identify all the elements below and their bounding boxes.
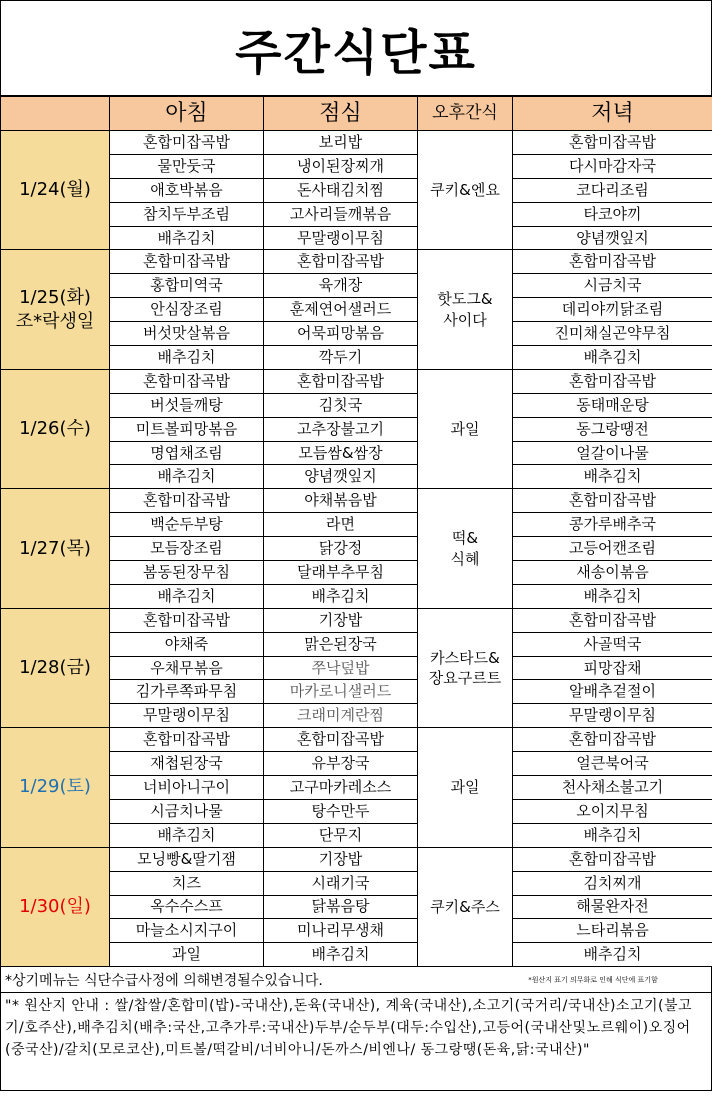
menu-body xyxy=(1,131,712,967)
breakfast-item: 백순두부탕 xyxy=(110,513,264,537)
dinner-item: 느타리볶음 xyxy=(513,919,712,943)
dinner-item: 배추김치 xyxy=(513,943,712,967)
date-label: 1/29(토) xyxy=(19,776,91,798)
dinner-item: 혼합미잡곡밥 xyxy=(513,369,712,393)
lunch-item: 고추장불고기 xyxy=(264,417,418,441)
date-label: 1/25(화) xyxy=(19,286,91,308)
lunch-item: 쭈낙덮밥 xyxy=(264,656,418,680)
snack-line: 떡& xyxy=(451,529,479,548)
lunch-item: 마카로니샐러드 xyxy=(264,680,418,704)
date-label: 1/27(목) xyxy=(19,537,91,559)
lunch-item: 유부장국 xyxy=(264,752,418,776)
header-row xyxy=(1,97,712,131)
breakfast-item: 물만둣국 xyxy=(110,154,264,178)
breakfast-item: 배추김치 xyxy=(110,465,264,489)
snack-item xyxy=(418,728,513,847)
breakfast-item: 배추김치 xyxy=(110,823,264,847)
dinner-item: 배추김치 xyxy=(513,584,712,608)
dinner-item: 혼합미잡곡밥 xyxy=(513,728,712,752)
lunch-item: 혼합미잡곡밥 xyxy=(264,250,418,274)
dinner-item: 고등어캔조림 xyxy=(513,537,712,561)
breakfast-item: 과일 xyxy=(110,943,264,967)
snack-item xyxy=(418,250,513,369)
lunch-item: 양념깻잎지 xyxy=(264,465,418,489)
menu-row xyxy=(1,608,712,632)
day-date xyxy=(1,369,110,488)
dinner-item: 김치찌개 xyxy=(513,871,712,895)
header-snack: 오후간식 xyxy=(418,97,513,131)
snack-line: 카스타드& xyxy=(430,648,500,667)
dinner-item: 타코야끼 xyxy=(513,202,712,226)
snack-item xyxy=(418,369,513,488)
dinner-item: 해물완자전 xyxy=(513,895,712,919)
lunch-item: 맑은된장국 xyxy=(264,632,418,656)
date-label: 1/28(금) xyxy=(19,657,91,679)
breakfast-item: 배추김치 xyxy=(110,226,264,250)
breakfast-item: 참치두부조림 xyxy=(110,202,264,226)
menu-row xyxy=(1,131,712,155)
menu-table xyxy=(0,96,712,967)
lunch-item: 무말랭이무침 xyxy=(264,226,418,250)
menu-row xyxy=(1,489,712,513)
lunch-item: 모듬쌈&쌈장 xyxy=(264,441,418,465)
breakfast-item: 혼합미잡곡밥 xyxy=(110,250,264,274)
snack-item xyxy=(418,847,513,966)
breakfast-item: 모듬장조림 xyxy=(110,537,264,561)
breakfast-item: 재첩된장국 xyxy=(110,752,264,776)
dinner-item: 콩가루배추국 xyxy=(513,513,712,537)
dinner-item: 혼합미잡곡밥 xyxy=(513,131,712,155)
dinner-item: 혼합미잡곡밥 xyxy=(513,489,712,513)
breakfast-item: 우채무볶음 xyxy=(110,656,264,680)
breakfast-item: 배추김치 xyxy=(110,346,264,370)
page-title: 주간식단표 xyxy=(235,24,477,81)
dinner-item: 알배추겉절이 xyxy=(513,680,712,704)
lunch-item: 육개장 xyxy=(264,274,418,298)
lunch-item: 배추김치 xyxy=(264,943,418,967)
dinner-item: 양념깻잎지 xyxy=(513,226,712,250)
lunch-item: 달래부추무침 xyxy=(264,561,418,585)
breakfast-item: 무말랭이무침 xyxy=(110,704,264,728)
lunch-item: 혼합미잡곡밥 xyxy=(264,728,418,752)
snack-line: 쿠키&주스 xyxy=(430,897,500,916)
breakfast-item: 홍합미역국 xyxy=(110,274,264,298)
lunch-item: 기장밥 xyxy=(264,608,418,632)
breakfast-item: 혼합미잡곡밥 xyxy=(110,489,264,513)
breakfast-item: 너비아니구이 xyxy=(110,776,264,800)
lunch-item: 돈사태김치찜 xyxy=(264,178,418,202)
breakfast-item: 안심장조림 xyxy=(110,298,264,322)
lunch-item: 냉이된장찌개 xyxy=(264,154,418,178)
lunch-item: 훈제연어샐러드 xyxy=(264,298,418,322)
lunch-item: 깍두기 xyxy=(264,346,418,370)
lunch-item: 시래기국 xyxy=(264,871,418,895)
snack-line: 핫도그& xyxy=(437,290,493,309)
footer-notes xyxy=(0,967,712,993)
menu-row xyxy=(1,728,712,752)
dinner-item: 혼합미잡곡밥 xyxy=(513,250,712,274)
dinner-item: 오이지무침 xyxy=(513,799,712,823)
menu-row xyxy=(1,369,712,393)
dinner-item: 배추김치 xyxy=(513,823,712,847)
breakfast-item: 애호박볶음 xyxy=(110,178,264,202)
dinner-item: 천사채소불고기 xyxy=(513,776,712,800)
dinner-item: 다시마감자국 xyxy=(513,154,712,178)
dinner-item: 코다리조림 xyxy=(513,178,712,202)
snack-item xyxy=(418,489,513,608)
header-lunch: 점심 xyxy=(264,97,418,131)
dinner-item: 동그랑땡전 xyxy=(513,417,712,441)
lunch-item: 야채볶음밥 xyxy=(264,489,418,513)
breakfast-item: 버섯들깨탕 xyxy=(110,393,264,417)
header-corner xyxy=(1,97,110,131)
breakfast-item: 혼합미잡곡밥 xyxy=(110,608,264,632)
day-date xyxy=(1,608,110,727)
day-date xyxy=(1,250,110,369)
breakfast-item: 치즈 xyxy=(110,871,264,895)
date-label: 1/24(월) xyxy=(19,179,91,201)
lunch-item: 김칫국 xyxy=(264,393,418,417)
header-breakfast: 아침 xyxy=(110,97,264,131)
breakfast-item: 야채죽 xyxy=(110,632,264,656)
snack-line: 장요구르트 xyxy=(428,669,502,688)
dinner-item: 배추김치 xyxy=(513,346,712,370)
date-label: 1/26(수) xyxy=(19,418,91,440)
date-note: 조*락생일 xyxy=(15,310,95,332)
breakfast-item: 옥수수스프 xyxy=(110,895,264,919)
dinner-item: 데리야끼닭조림 xyxy=(513,298,712,322)
breakfast-item: 마늘소시지구이 xyxy=(110,919,264,943)
breakfast-item: 배추김치 xyxy=(110,584,264,608)
lunch-item: 크래미계란찜 xyxy=(264,704,418,728)
snack-line: 식혜 xyxy=(450,549,480,568)
breakfast-item: 버섯맛살볶음 xyxy=(110,322,264,346)
breakfast-item: 혼합미잡곡밥 xyxy=(110,131,264,155)
lunch-item: 탕수만두 xyxy=(264,799,418,823)
header-dinner: 저녁 xyxy=(513,97,712,131)
lunch-item: 단무지 xyxy=(264,823,418,847)
lunch-item: 닭강정 xyxy=(264,537,418,561)
snack-line: 과일 xyxy=(450,420,480,438)
snack-item xyxy=(418,608,513,727)
change-notice: *상기메뉴는 식단수급사정에 의해변경될수있습니다. xyxy=(5,972,323,989)
day-date xyxy=(1,847,110,966)
date-label: 1/30(일) xyxy=(19,895,91,917)
breakfast-item: 모닝빵&딸기잼 xyxy=(110,847,264,871)
snack-item xyxy=(418,131,513,250)
dinner-item: 시금치국 xyxy=(513,274,712,298)
lunch-item: 보리밥 xyxy=(264,131,418,155)
lunch-item: 라면 xyxy=(264,513,418,537)
origin-label-notice: *원산지 표기 의무화로 인해 식단에 표기함 xyxy=(528,975,658,984)
dinner-item: 새송이볶음 xyxy=(513,561,712,585)
origin-notice: "* 원산지 안내 : 쌀/찹쌀/혼합미(밥)-국내산),돈육(국내산), 계육(국내산),소고기(국거리/국내산)소고기(불고기/호주산),배추김치(배추:국산,고추가루:국내산)두부/순두부(대두:수입산),고등어(국내산및노르웨이)오징어(중국산)/갈치(모로코산),미트볼/떡갈비/너비아니/돈까스/비엔나/ 동그랑땡(돈육,닭:국내산)" xyxy=(0,993,712,1091)
day-date xyxy=(1,728,110,847)
dinner-item: 사골떡국 xyxy=(513,632,712,656)
snack-line: 쿠키&엔요 xyxy=(430,181,500,200)
dinner-item: 얼갈이나물 xyxy=(513,441,712,465)
dinner-item: 피망잡채 xyxy=(513,656,712,680)
breakfast-item: 김가루쪽파무침 xyxy=(110,680,264,704)
lunch-item: 미나리무생채 xyxy=(264,919,418,943)
lunch-item: 기장밥 xyxy=(264,847,418,871)
snack-line: 과일 xyxy=(450,778,480,797)
lunch-item: 닭볶음탕 xyxy=(264,895,418,919)
menu-row xyxy=(1,250,712,274)
lunch-item: 배추김치 xyxy=(264,584,418,608)
snack-line: 사이다 xyxy=(443,310,487,329)
dinner-item: 혼합미잡곡밥 xyxy=(513,847,712,871)
breakfast-item: 혼합미잡곡밥 xyxy=(110,369,264,393)
breakfast-item: 미트볼피망볶음 xyxy=(110,417,264,441)
dinner-item: 얼큰북어국 xyxy=(513,752,712,776)
breakfast-item: 혼합미잡곡밥 xyxy=(110,728,264,752)
breakfast-item: 봄동된장무침 xyxy=(110,561,264,585)
menu-row xyxy=(1,847,712,871)
dinner-item: 무말랭이무침 xyxy=(513,704,712,728)
dinner-item: 진미채실곤약무침 xyxy=(513,322,712,346)
day-date xyxy=(1,489,110,608)
lunch-item: 어묵피망볶음 xyxy=(264,322,418,346)
dinner-item: 배추김치 xyxy=(513,465,712,489)
lunch-item: 혼합미잡곡밥 xyxy=(264,369,418,393)
lunch-item: 고구마카레소스 xyxy=(264,776,418,800)
breakfast-item: 시금치나물 xyxy=(110,799,264,823)
dinner-item: 혼합미잡곡밥 xyxy=(513,608,712,632)
lunch-item: 고사리들깨볶음 xyxy=(264,202,418,226)
title-banner xyxy=(0,0,712,96)
breakfast-item: 명엽채조림 xyxy=(110,441,264,465)
day-date xyxy=(1,131,110,250)
dinner-item: 동태매운탕 xyxy=(513,393,712,417)
